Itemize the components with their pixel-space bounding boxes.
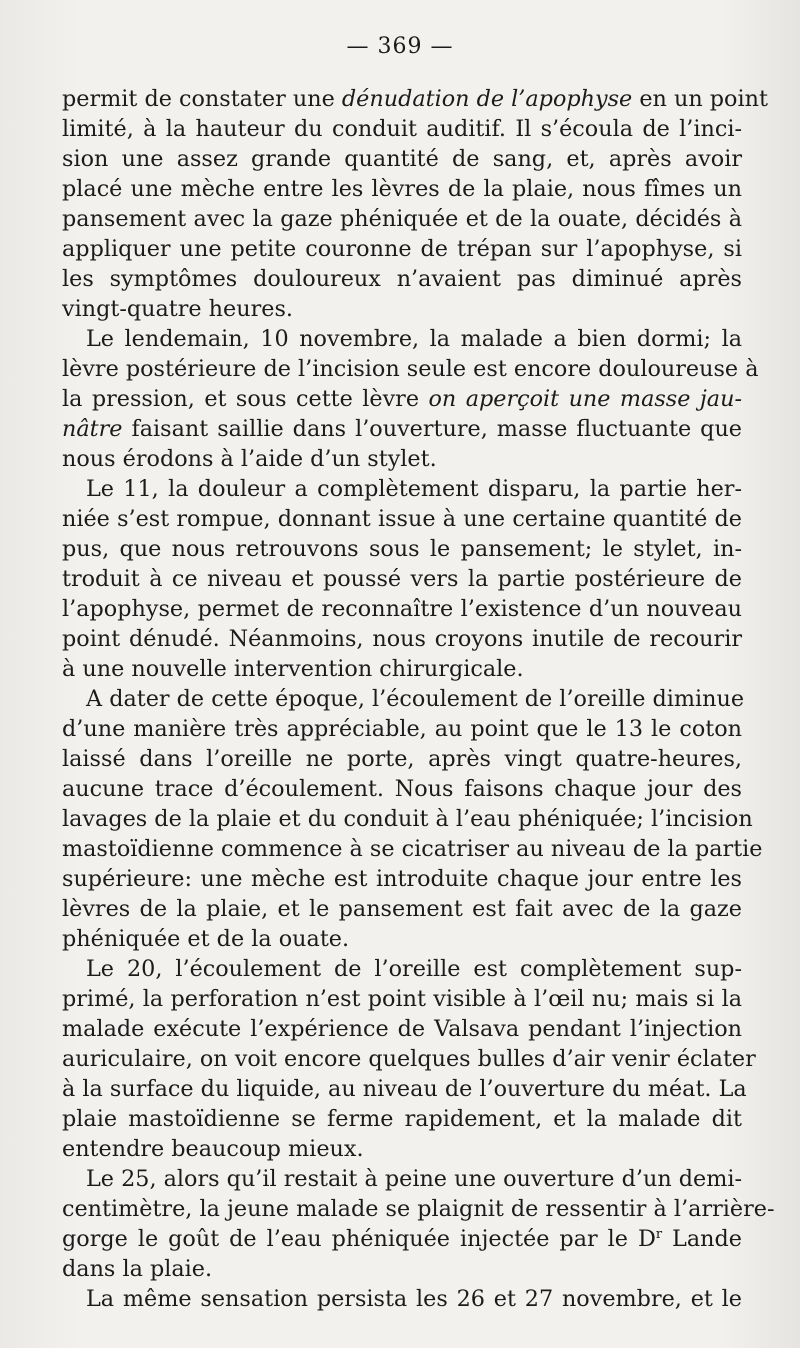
- text-line: [62, 534, 742, 564]
- line-text: en un point: [632, 86, 768, 112]
- text-line: [62, 564, 742, 594]
- text-line: [62, 594, 742, 624]
- text-line: [62, 624, 742, 654]
- text-line: [62, 1254, 742, 1284]
- text-line: [62, 114, 742, 144]
- text-line: [62, 954, 742, 984]
- line-text: l’apophyse, permet de reconnaître l’existence d’un nouveau: [62, 596, 742, 622]
- line-text: appliquer une petite couronne de trépan sur l’apophyse, si: [62, 236, 742, 262]
- line-text: phéniquée et de la ouate.: [62, 926, 350, 952]
- text-line: [62, 984, 742, 1014]
- text-line: [62, 924, 742, 954]
- line-text: à une nouvelle intervention chirurgicale.: [62, 656, 524, 682]
- line-text: Lande: [662, 1226, 742, 1252]
- text-line: [62, 1134, 742, 1164]
- line-text: limité, à la hauteur du conduit auditif. Il s’écoula de l’inci-: [62, 116, 742, 142]
- line-text: aucune trace d’écoulement. Nous faisons chaque jour des: [62, 776, 742, 802]
- line-text: permit de constater une: [62, 86, 342, 112]
- text-line: [62, 774, 742, 804]
- text-line: [62, 354, 759, 384]
- line-text: nous érodons à l’aide d’un stylet.: [62, 446, 437, 472]
- line-text: placé une mèche entre les lèvres de la plaie, nous fîmes un: [62, 176, 742, 202]
- line-text: niée s’est rompue, donnant issue à une certaine quantité de: [62, 506, 742, 532]
- text-line: [62, 234, 742, 264]
- line-text: lavages de la plaie et du conduit à l’eau phéniquée; l’incision: [62, 806, 753, 832]
- line-text: à la surface du liquide, au niveau de l’ouverture du méat. La: [62, 1076, 747, 1102]
- line-text: supérieure: une mèche est introduite chaque jour entre les: [62, 866, 742, 892]
- italic-text: on aperçoit une masse jau-: [428, 386, 742, 412]
- text-line: [62, 1104, 742, 1134]
- text-line: [62, 264, 742, 294]
- line-text: primé, la perforation n’est point visible à l’œil nu; mais si la: [62, 986, 742, 1012]
- page-number: — 369 —: [346, 34, 454, 59]
- text-line: [62, 654, 742, 684]
- line-text: pus, que nous retrouvons sous le pansement; le stylet, in-: [62, 536, 742, 562]
- text-line: [62, 804, 753, 834]
- italic-text: nâtre: [62, 416, 123, 442]
- text-line: [62, 714, 742, 744]
- line-text: Le 20, l’écoulement de l’oreille est complètement sup-: [86, 956, 742, 982]
- line-text: mastoïdienne commence à se cicatriser au niveau de la partie: [62, 836, 763, 862]
- line-text: faisant saillie dans l’ouverture, masse fluctuante que: [122, 416, 742, 442]
- line-text: plaie mastoïdienne se ferme rapidement, et la malade dit: [62, 1106, 742, 1132]
- text-line: [62, 504, 742, 534]
- text-line: [62, 864, 742, 894]
- text-line: [62, 1074, 747, 1104]
- text-line: [62, 744, 742, 774]
- text-line: [62, 474, 742, 504]
- line-text: centimètre, la jeune malade se plaignit de ressentir à l’arrière-: [62, 1196, 775, 1222]
- text-line: [62, 1284, 742, 1314]
- text-line: [62, 1044, 756, 1074]
- line-text: les symptômes douloureux n’avaient pas diminué après: [62, 266, 742, 292]
- line-text: auriculaire, on voit encore quelques bulles d’air venir éclater: [62, 1046, 756, 1072]
- line-text: gorge le goût de l’eau phéniquée injectée par le D: [62, 1226, 656, 1252]
- line-text: Le lendemain, 10 novembre, la malade a bien dormi; la: [86, 326, 742, 352]
- line-text: sion une assez grande quantité de sang, et, après avoir: [62, 146, 742, 172]
- line-text: lèvres de la plaie, et le pansement est fait avec de la gaze: [62, 896, 742, 922]
- line-text: malade exécute l’expérience de Valsava pendant l’injection: [62, 1016, 742, 1042]
- line-text: d’une manière très appréciable, au point que le 13 le coton: [62, 716, 742, 742]
- line-text: troduit à ce niveau et poussé vers la partie postérieure de: [62, 566, 742, 592]
- text-line: [62, 174, 742, 204]
- text-line: [62, 684, 745, 714]
- text-line: [62, 1194, 775, 1224]
- line-text: pansement avec la gaze phéniquée et de la ouate, décidés à: [62, 206, 742, 232]
- line-text: laissé dans l’oreille ne porte, après vingt quatre-heures,: [62, 746, 742, 772]
- line-text: lèvre postérieure de l’incision seule est encore douloureuse à: [62, 356, 759, 382]
- text-line: [62, 84, 768, 114]
- italic-text: dénudation de l’apophyse: [341, 86, 633, 112]
- text-line: [62, 894, 742, 924]
- line-text: A dater de cette époque, l’écoulement de l’oreille diminue: [86, 686, 745, 712]
- text-line: [62, 204, 742, 234]
- line-text: entendre beaucoup mieux.: [62, 1136, 364, 1162]
- text-line: [62, 294, 742, 324]
- text-line: [62, 144, 742, 174]
- line-text: Le 25, alors qu’il restait à peine une ouverture d’un demi-: [86, 1166, 743, 1192]
- text-line: [62, 1014, 742, 1044]
- text-line: [62, 324, 742, 354]
- line-text: dans la plaie.: [62, 1256, 213, 1282]
- body-text: [62, 84, 775, 1314]
- text-line: [62, 1224, 742, 1254]
- line-text: vingt-quatre heures.: [62, 296, 293, 322]
- text-line: [62, 834, 763, 864]
- text-line: [62, 1164, 742, 1194]
- text-line: [62, 384, 742, 414]
- line-text: La même sensation persista les 26 et 27 novembre, et le: [86, 1286, 742, 1312]
- text-line: [62, 444, 742, 474]
- superscript: r: [655, 1227, 663, 1242]
- text-line: [62, 414, 742, 444]
- line-text: point dénudé. Néanmoins, nous croyons inutile de recourir: [62, 626, 742, 652]
- line-text: la pression, et sous cette lèvre: [62, 386, 429, 412]
- line-text: Le 11, la douleur a complètement disparu, la partie her-: [86, 476, 742, 502]
